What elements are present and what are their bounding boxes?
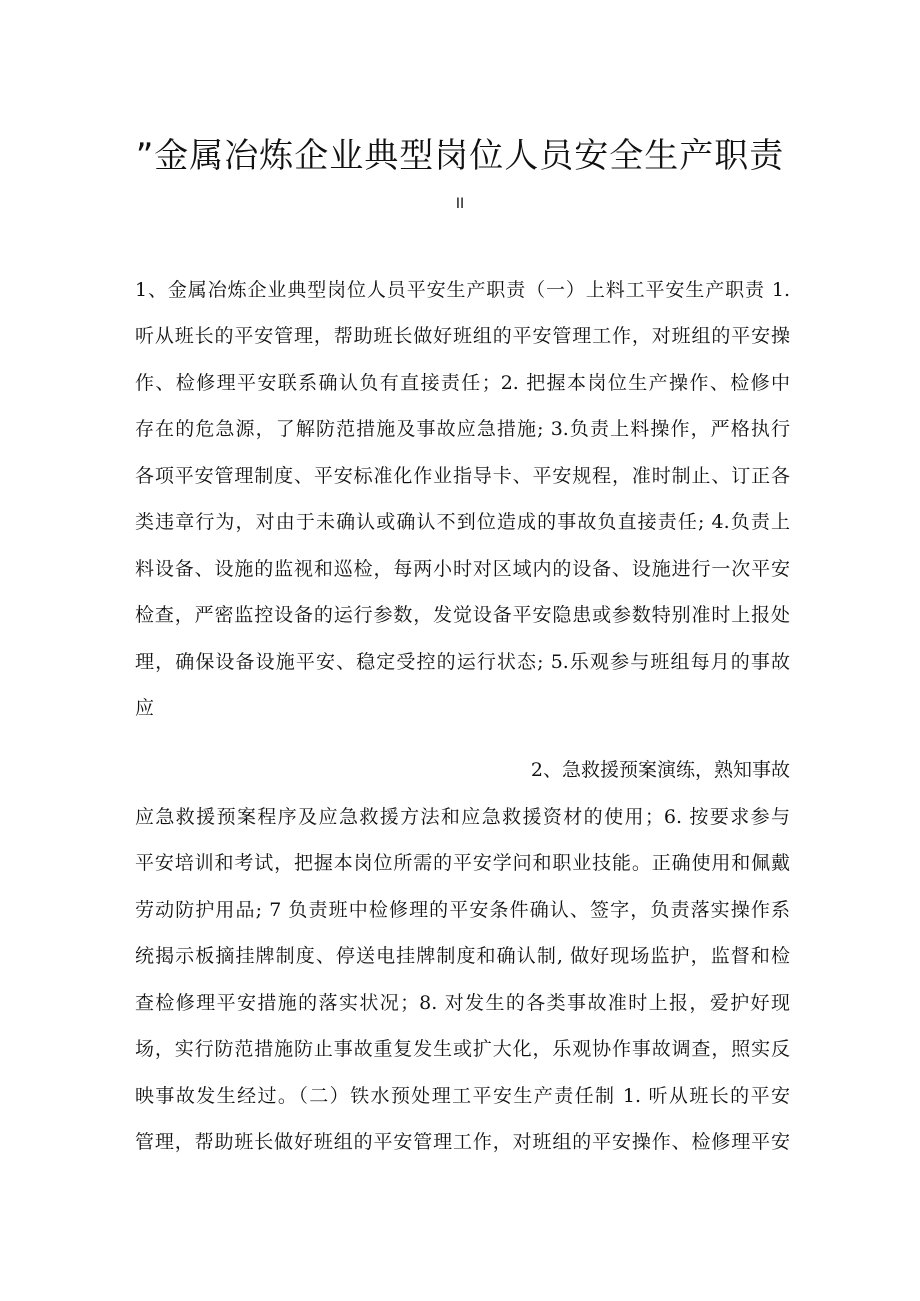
- body-line: 应急救援预案程序及应急救援方法和应急救援资材的使用；6. 按要求参与: [135, 806, 790, 828]
- body-line: 类违章行为，对由于未确认或确认不到位造成的事故负直接责任; 4.负责上: [135, 511, 790, 533]
- body-line: 平安培训和考试，把握本岗位所需的平安学问和职业技能。正确使用和佩戴: [135, 852, 790, 874]
- body-line: 统揭示板摘挂牌制度、停送电挂牌制度和确认制, 做好现场监护，监督和检: [135, 945, 790, 967]
- body-line: 作、检修理平安联系确认负有直接责任；2. 把握本岗位生产操作、检修中: [135, 372, 790, 394]
- body-line: 应: [135, 697, 155, 719]
- body-line: 检查，严密监控设备的运行参数，发觉设备平安隐患或参数特别准时上报处: [135, 604, 790, 626]
- document-title: ”金属冶炼企业典型岗位人员安全生产职责: [135, 136, 785, 176]
- body-line: 查检修理平安措施的落实状况；8. 对发生的各类事故准时上报，爱护好现: [135, 992, 790, 1014]
- body-line: 劳动防护用品; 7 负责班中检修理的平安条件确认、签字，负责落实操作系: [135, 899, 790, 921]
- body-line: 映事故发生经过。（二）铁水预处理工平安生产责任制 1. 听从班长的平安: [135, 1085, 790, 1107]
- body-line: 存在的危急源，了解防范措施及事故应急措施; 3.负责上料操作，严格执行: [135, 418, 790, 440]
- body-line-section-2: 2、急救援预案演练，熟知事故: [530, 759, 790, 781]
- body-line: 料设备、设施的监视和巡检，每两小时对区域内的设备、设施进行一次平安: [135, 558, 790, 580]
- body-line: 场，实行防范措施防止事故重复发生或扩大化，乐观协作事故调查，照实反: [135, 1038, 790, 1060]
- body-line: 理，确保设备设施平安、稳定受控的运行状态; 5.乐观参与班组每月的事故: [135, 651, 790, 673]
- title-mark: II: [455, 196, 465, 212]
- body-line: 1、金属冶炼企业典型岗位人员平安生产职责（一）上料工平安生产职责 1.: [135, 279, 790, 301]
- body-line: 各项平安管理制度、平安标准化作业指导卡、平安规程，准时制止、订正各: [135, 465, 790, 487]
- body-line: 管理，帮助班长做好班组的平安管理工作，对班组的平安操作、检修理平安: [135, 1131, 790, 1153]
- body-line: 听从班长的平安管理，帮助班长做好班组的平安管理工作，对班组的平安操: [135, 325, 790, 347]
